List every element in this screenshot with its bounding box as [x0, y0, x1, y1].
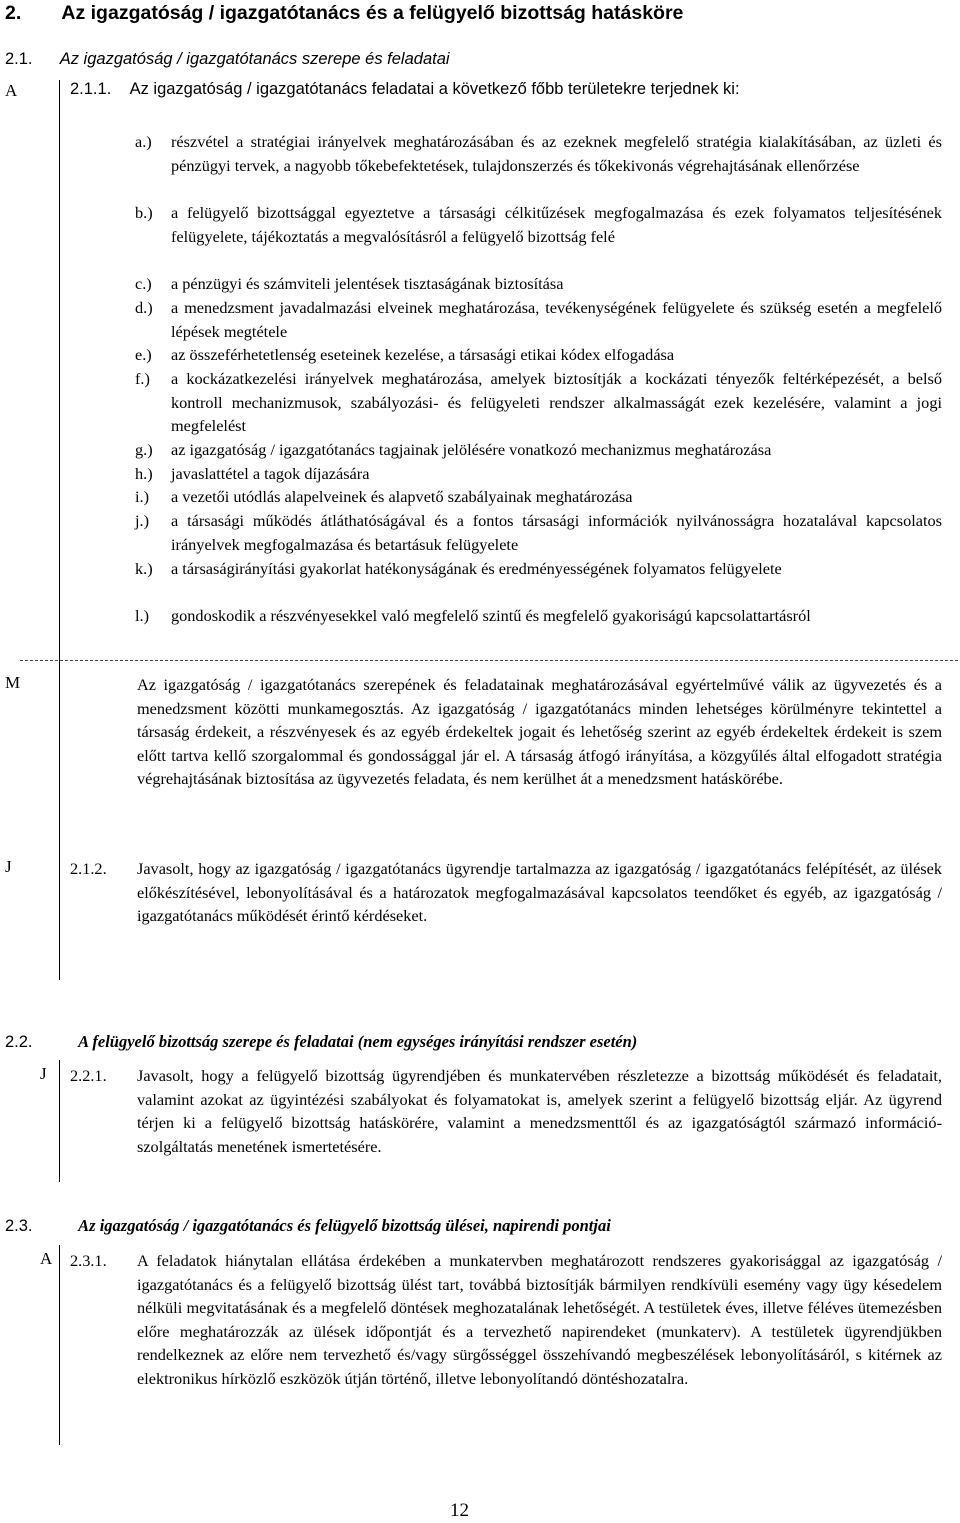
- dashed-separator: [20, 660, 958, 661]
- subsection-number: 2.1.2.: [70, 859, 107, 878]
- list-item-text: javaslattétel a tagok díjazására: [171, 464, 370, 483]
- list-item-label: e.): [135, 345, 152, 364]
- list-item-text: a kockázatkezelési irányelvek meghatározása, amelyek biztosítják a kockázati tényezők feltérképezését, a belső kontroll mechanizmusok, szabályozási- és felügyeleti rendszer alkalmasságát ezek kezelésére, valamint a jogi megfelelést: [171, 369, 942, 435]
- chapter-number: 2.: [5, 2, 22, 24]
- recommendation-mark: J: [40, 1064, 47, 1083]
- list-item-text: a társasági működés átláthatóságával és a fontos társasági információk nyilvánosságra hozatalával kapcsolatos irányelvek megfogalmazása és betartásuk felügyelete: [171, 511, 942, 554]
- list-item-label: f.): [135, 369, 150, 388]
- list-item-label: l.): [135, 606, 150, 625]
- margin-rule: [59, 1245, 60, 1445]
- list-item-text: az összeférhetetlenség eseteinek kezelése, a társasági etikai kódex elfogadása: [171, 345, 675, 364]
- margin-rule: [59, 1060, 60, 1182]
- recommendation-mark: M: [5, 673, 21, 692]
- list-item: [135, 296, 942, 343]
- list-item-label: j.): [135, 511, 150, 530]
- list-item-label: g.): [135, 440, 153, 459]
- section-heading-2-1: [5, 50, 450, 69]
- page-number: 12: [450, 1500, 469, 1521]
- list-item-label: d.): [135, 298, 153, 317]
- section-number: 2.3.: [5, 1217, 33, 1235]
- subsection-2-3-1-text: A feladatok hiánytalan ellátása érdekében a munkatervben meghatározott rendszeres gyakorisággal az igazgatóság / igazgatótanács és a felügyelő bizottság ülést tart, továbbá biztosítják bármilyen rendkívüli esemény vagy ügy késedelem nélküli megvitatásának és a megfelelő döntések meghozatalának lehetőségét. A testületek éves, illetve féléves ütemezésben előre meghatározzák az ülések időpontját és a tervezhető napirendeket (munkaterv). A testületek ügyrendjükben rendelkeznek az előre nem tervezhető és/vagy sürgősséggel összehívandó megbeszélések lebonyolításáról, s kitérnek az elektronikus hírközlő eszközök útján történő, illetve lebonyolítandó döntéshozatalra.: [137, 1251, 942, 1388]
- section-heading-2-3: [5, 1216, 611, 1236]
- list-item: [135, 201, 942, 248]
- list-item-label: b.): [135, 203, 153, 222]
- subsection-2-1-1: [70, 80, 740, 99]
- list-item-text: a vezetői utódlás alapelveinek és alapvető szabályainak meghatározása: [171, 487, 633, 506]
- list-item: [135, 485, 942, 509]
- list-item-text: a társaságirányítási gyakorlat hatékonyságának és eredményességének folyamatos felügyelete: [171, 559, 782, 578]
- section-title: A felügyelő bizottság szerepe és feladatai (nem egységes irányítási rendszer esetén): [78, 1032, 638, 1051]
- list-item: [135, 130, 942, 177]
- list-item-text: gondoskodik a részvényesekkel való megfelelő szintű és megfelelő gyakoriságú kapcsolattartásról: [171, 606, 811, 625]
- list-item-text: részvétel a stratégiai irányelvek meghatározásában és az ezeknek megfelelő stratégia kialakításában, az üzleti és pénzügyi tervek, a nagyobb tőkebefektetések, tulajdonszerzés és tőkekivonás végrehajtásának ellenőrzése: [171, 132, 942, 175]
- recommendation-mark: A: [40, 1249, 53, 1268]
- list-item: [135, 367, 942, 438]
- section-number: 2.1.: [5, 50, 33, 68]
- subsection-2-2-1-text: Javasolt, hogy a felügyelő bizottság ügyrendjében és munkatervében részletezze a bizottság működését és feladatait, valamint azokat az ügyintézési szabályokat és folyamatokat is, amelyek szerint a felügyelő bizottság eljár. Az ügyrend térjen ki a felügyelő bizottság hatáskörére, valamint a menedzsmenttől és az igazgatóságtól származó információ-szolgáltatás menetének ismertetésére.: [137, 1066, 942, 1156]
- list-item-label: h.): [135, 464, 153, 483]
- list-item-text: az igazgatóság / igazgatótanács tagjainak jelölésére vonatkozó mechanizmus meghatározása: [171, 440, 772, 459]
- section-title: Az igazgatóság / igazgatótanács szerepe és feladatai: [59, 50, 450, 68]
- subsection-number: 2.3.1.: [70, 1251, 107, 1270]
- section-heading-2-2: [5, 1032, 637, 1052]
- list-item: [135, 557, 942, 581]
- list-item-text: a menedzsment javadalmazási elveinek meghatározása, tevékenységének felügyelete és szükség esetén a megfelelő lépések megtétele: [171, 298, 942, 341]
- chapter-title: Az igazgatóság / igazgatótanács és a felügyelő bizottság hatásköre: [61, 2, 684, 24]
- section-number: 2.2.: [5, 1033, 33, 1051]
- list-item-text: a pénzügyi és számviteli jelentések tisztaságának biztosítása: [171, 274, 564, 293]
- margin-rule: [59, 80, 60, 980]
- recommendation-mark: J: [5, 857, 12, 876]
- subsection-intro: Az igazgatóság / igazgatótanács feladatai a következő főbb területekre terjednek ki:: [129, 80, 740, 98]
- list-item-label: c.): [135, 274, 152, 293]
- m-block-text: Az igazgatóság / igazgatótanács szerepének és feladatainak meghatározásával egyértelművé válik az ügyvezetés és a menedzsment közötti munkamegosztás. Az igazgatóság / igazgatótanács minden lehetséges körülményre tekintettel a társaság érdekeit, a részvényesek és az egyéb érdekeltek jogait és lehetőség szerint az egyéb érdekeltek érdekeit is szem előtt tartva kellő szorgalommal és gondossággal jár el. A társaság átfogó irányítása, a közgyűlés által elfogadott stratégia végrehajtásának biztosítása az ügyvezetés feladata, és nem kerülhet át a menedzsment hatáskörébe.: [137, 675, 942, 788]
- list-item: [135, 343, 942, 367]
- subsection-2-1-2-text: Javasolt, hogy az igazgatóság / igazgatótanács ügyrendje tartalmazza az igazgatóság / igazgatótanács felépítését, az ülések előkészítésével, lebonyolításával és a határozatok megfogalmazásával kapcsolatos teendőket és egyéb, az igazgatóság / igazgatótanács működését érintő kérdéseket.: [137, 859, 942, 925]
- subsection-number: 2.2.1.: [70, 1066, 107, 1085]
- list-item: [135, 509, 942, 556]
- list-item: [135, 604, 942, 628]
- list-item-label: a.): [135, 132, 152, 151]
- list-item: [135, 272, 942, 296]
- list-item: [135, 462, 942, 486]
- list-item-label: k.): [135, 559, 153, 578]
- subsection-number: 2.1.1.: [70, 80, 112, 98]
- recommendation-mark: A: [5, 81, 18, 100]
- chapter-heading: [5, 2, 683, 25]
- section-title: Az igazgatóság / igazgatótanács és felügyelő bizottság ülései, napirendi pontjai: [78, 1216, 611, 1235]
- list-item: [135, 438, 942, 462]
- list-item-label: i.): [135, 487, 150, 506]
- list-item-text: a felügyelő bizottsággal egyeztetve a társasági célkitűzések megfogalmazása és ezek folyamatos teljesítésének felügyelete, tájékoztatás a megvalósításról a felügyelő bizottság felé: [171, 203, 942, 246]
